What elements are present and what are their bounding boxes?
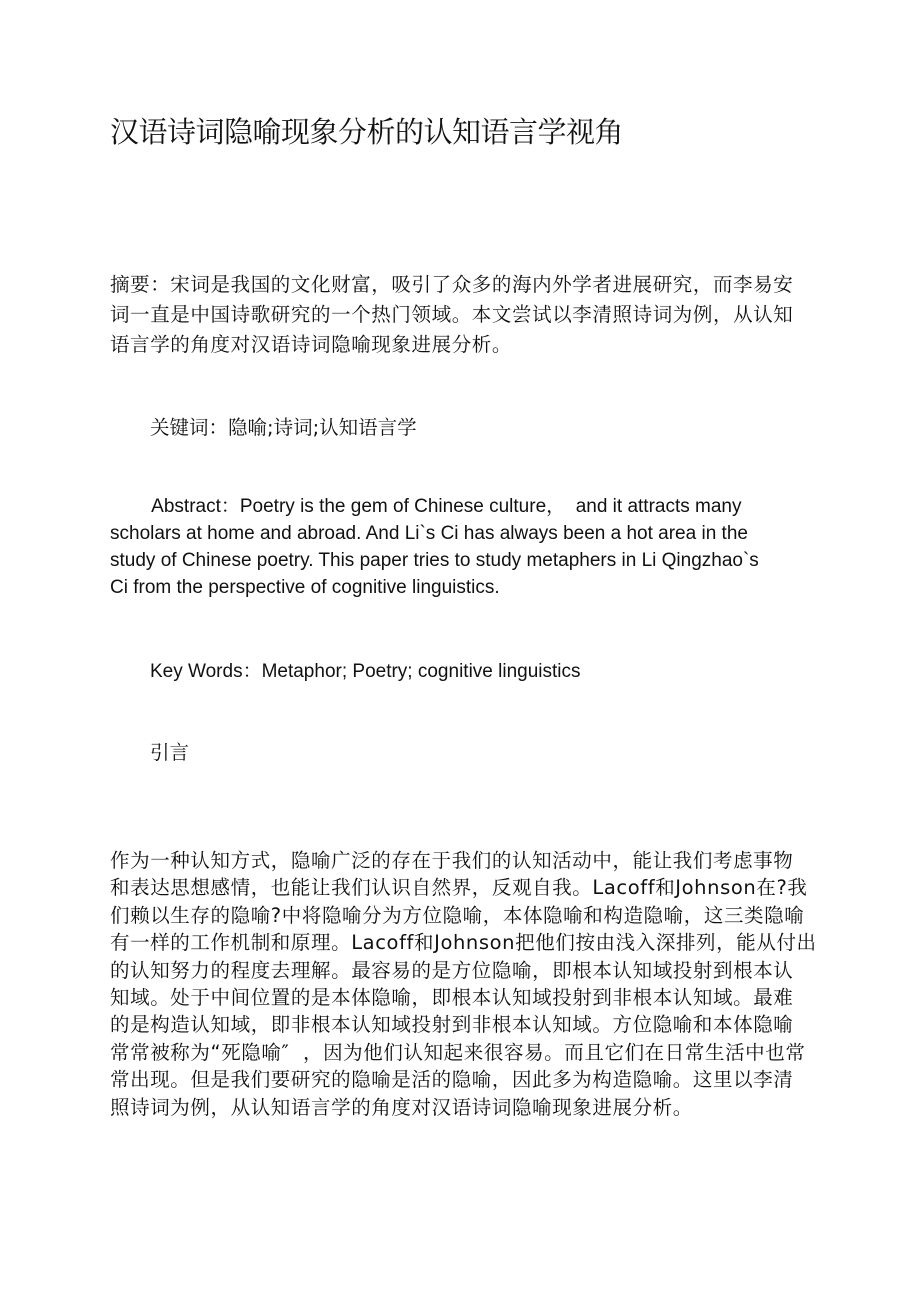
chinese-abstract bbox=[110, 270, 802, 360]
intro-heading: 引言 bbox=[150, 741, 190, 764]
paragraph-line: 常出现。但是我们要研究的隐喻是活的隐喻，因此多为构造隐喻。这里以李清 bbox=[110, 1068, 794, 1092]
intro-paragraph bbox=[110, 847, 817, 1121]
abstract-line: scholars at home and abroad. And Li`s Ci has always been a hot area in the bbox=[110, 523, 748, 544]
abstract-line: Abstract：Poetry is the gem of Chinese culture， and it attracts many bbox=[110, 496, 742, 517]
paragraph-line: 作为一种认知方式，隐喻广泛的存在于我们的认知活动中，能让我们考虑事物 bbox=[110, 849, 794, 872]
chinese-keywords: 关键词：隐喻;诗词;认知语言学 bbox=[150, 416, 417, 439]
paragraph-line: 的认知努力的程度去理解。最容易的是方位隐喻，即根本认知域投射到根本认 bbox=[110, 958, 794, 982]
paragraph-line: 们赖以生存的隐喻?中将隐喻分为方位隐喻，本体隐喻和构造隐喻，这三类隐喻 bbox=[110, 903, 805, 927]
paragraph-line: 照诗词为例，从认知语言学的角度对汉语诗词隐喻现象进展分析。 bbox=[110, 1095, 693, 1119]
paragraph-line: 和表达思想感情，也能让我们认识自然界，反观自我。Lacoff和Johnson在?我 bbox=[110, 876, 808, 900]
abstract-line: 词一直是中国诗歌研究的一个热门领域。本文尝试以李清照诗词为例，从认知 bbox=[110, 303, 794, 326]
paragraph-line: 知域。处于中间位置的是本体隐喻，即根本认知域投射到非根本认知域。最难 bbox=[110, 985, 794, 1009]
abstract-line: study of Chinese poetry. This paper tries to study metaphers in Li Qingzhao`s bbox=[110, 550, 759, 571]
paragraph-line: 有一样的工作机制和原理。Lacoff和Johnson把他们按由浅入深排列，能从付出 bbox=[110, 931, 817, 955]
paragraph-line: 常常被称为“死隐喻″ ，因为他们认知起来很容易。而且它们在日常生活中也常 bbox=[110, 1040, 806, 1064]
abstract-line: Ci from the perspective of cognitive linguistics. bbox=[110, 577, 500, 598]
english-abstract bbox=[110, 493, 802, 601]
paragraph-line: 的是构造认知域，即非根本认知域投射到非根本认知域。方位隐喻和本体隐喻 bbox=[110, 1013, 794, 1037]
document-title: 汉语诗词隐喻现象分析的认知语言学视角 bbox=[110, 115, 624, 149]
english-keywords: Key Words：Metaphor; Poetry; cognitive linguistics bbox=[150, 661, 581, 682]
abstract-line: 语言学的角度对汉语诗词隐喻现象进展分析。 bbox=[110, 333, 513, 356]
abstract-line: 摘要：宋词是我国的文化财富，吸引了众多的海内外学者进展研究，而李易安 bbox=[110, 273, 794, 296]
